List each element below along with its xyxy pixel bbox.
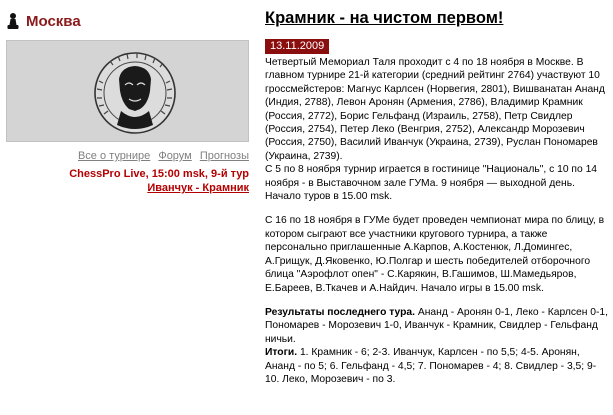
totals-text: 1. Крамник - 6; 2-3. Иванчук, Карлсен - по 5,5; 4-5. Аронян, Ананд - по 5; 6. Гельфанд - 4,5; 7. Пономарев - 4; 8. Свидлер - 3,5; 9-10. Леко, Морозевич - по 3. [265,347,597,385]
article-paragraph [265,56,608,203]
results-text: Ананд - Аронян 0-1, Леко - Карлсен 0-1, Пономарев - Морозевич 1-0, Иванчук - Крамник, Свидлер - Гельфанд ничьи. [265,306,608,345]
article-paragraph: С 16 по 18 ноября в ГУМе будет проведен чемпионат мира по блицу, в котором сыграют все участники кругового турнира, а также персонально приглашенные А.Карпов, А.Костенюк, Л.Домингес, А.Грищук, Д.Яковенко, Ю.Полгар и шесть победителей отборочного блица "Аэрофлот опен" - С.Карякин, В.Гашимов, Ш.Мамедьяров, Е.Бареев, В.Ткачев и А.Найдич. Начало игры в 15.00 msk. [265,215,605,294]
link-forum[interactable]: Форум [158,150,192,162]
date-badge: 13.11.2009 [265,39,329,54]
tournament-links [73,150,249,162]
article-text: Четвертый Мемориал Таля проходит с 4 по 18 ноября в Москве. В главном турнире 21-й категории (средний рейтинг 2764) участвуют 10 гроссмейстеров: Магнус Карлсен (Норвегия, 2801), Вишванатан Ананд (Индия, 2788), Левон Аронян (Армения, 2786), Владимир Крамник (Россия, 2772), Борис Гельфанд (Израиль, 2758), Петр Свидлер (Россия, 2754), Петер Леко (Венгрия, 2752), Александр Морозевич (Россия, 2750), Василий Иванчук (Украина, 2739), Руслан Пономарев (Украина, 2739). [265,57,605,162]
pawn-icon [6,12,20,30]
article-text: С 5 по 8 ноября турнир играется в гостинице "Националь", с 10 по 14 ноября - в Выставочном зале ГУМа. 9 ноября — выходной день. Начало туров в 15.00 msk. [265,164,598,203]
article-headline[interactable]: Крамник - на чистом первом! [265,9,504,27]
article-body [265,56,608,397]
results-paragraph [265,306,608,386]
city-name[interactable]: Москва [26,12,81,30]
memorial-banner[interactable] [6,40,249,142]
link-all-about-tournament[interactable]: Все о турнире [77,150,151,162]
city-header [6,10,81,32]
tal-portrait-emblem-icon [7,41,249,142]
live-broadcast-label: ChessPro Live, 15:00 msk, 9-й тур [69,168,249,180]
totals-label: Итоги. [265,347,298,359]
live-game-link[interactable]: Иванчук - Крамник [147,182,249,194]
results-label: Результаты последнего тура. [265,306,416,318]
link-predictions[interactable]: Прогнозы [199,150,249,162]
